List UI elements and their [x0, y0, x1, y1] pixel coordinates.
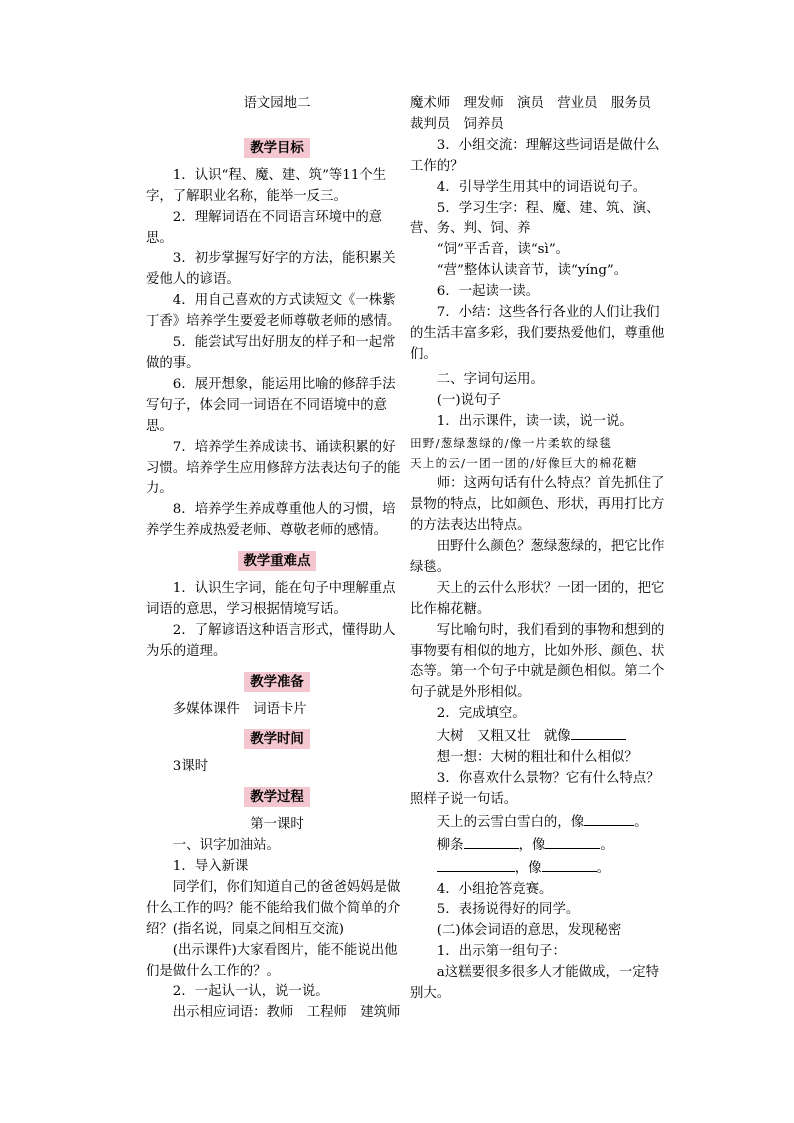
fill-text: ，像: [514, 860, 542, 876]
words-line: 魔术师 理发师 演员 营业员 服务员 裁判员 饲养员: [410, 96, 665, 132]
step-text: 1．出示课件，读一读，说一说。: [436, 413, 633, 429]
summary-text: 7．小结：这些各行各业的人们让我们的生活丰富多彩，我们要热爱他们，尊重他们。: [410, 305, 665, 362]
fill-blank-line: [410, 811, 672, 834]
step-text: 4．小组抢答竞赛。: [436, 881, 553, 897]
paragraph: 天上的云什么形状？一团一团的，把它比作棉花糖。: [410, 580, 665, 617]
goal-item: 7．培养学生养成读书、诵读积累的好习惯。培养学生应用修辞方法表达句子的能力。: [146, 439, 401, 497]
fill-blank: [437, 857, 515, 872]
heading-goals-label: 教学目标: [244, 138, 310, 158]
heading-goals: [146, 138, 408, 160]
example-sentence: 田野/葱绿葱绿的/像一片柔软的绿毯: [410, 435, 613, 450]
heading-process-label: 教学过程: [244, 787, 310, 807]
step-text: 5．学习生字：程、魔、建、筑、演、营、务、判、饲、养: [410, 200, 660, 237]
fill-text: 天上的云雪白雪白的，像: [436, 814, 585, 830]
goal-item: 6．展开想象，能运用比喻的修辞手法写句子，体会同一词语在不同语境中的意思。: [146, 376, 396, 434]
heading-preparation-label: 教学准备: [244, 672, 310, 692]
goal-item: 5．能尝试写出好朋友的样子和一起常做的事。: [146, 335, 396, 371]
heading-time-label: 教学时间: [244, 729, 310, 749]
step-text: 1．出示第一组句子：: [436, 944, 566, 960]
heading-preparation: [146, 672, 408, 694]
fill-blank: [571, 725, 626, 740]
heading-key-points-label: 教学重难点: [238, 551, 317, 571]
step-text: 6．一起读一读。: [436, 284, 540, 300]
goal-item: 1．认识“程、魔、建、筑”等11个生字，了解职业名称，能举一反三。: [146, 167, 387, 204]
page-title: 语文园地二: [243, 96, 311, 111]
fill-blank: [542, 857, 597, 872]
paragraph: 写比喻句时，我们看到的事物和想到的事物要有相似的地方，比如外形、颜色、状态等。第一个句子中就是颜色相似。第二个句子就是外形相似。: [410, 622, 665, 701]
heading-process: [146, 787, 408, 809]
step-text: 5．表扬说得好的同学。: [436, 902, 580, 918]
preparation-text: 多媒体课件 词语卡片: [172, 701, 307, 717]
fill-blank-line: [410, 725, 672, 748]
step-text: 3．小组交流：理解这些词语是做什么工作的？: [410, 137, 660, 174]
step-text: 1．导入新课: [172, 859, 249, 874]
pinyin-note: “营”整体认读音节，读“yíng”。: [436, 263, 628, 279]
paragraph: 想一想：大树的粗壮和什么相似？: [436, 750, 638, 766]
example-sentence: a这糕要很多很多人才能做成，一定特别大。: [410, 965, 660, 1002]
pinyin-note: “饲”平舌音，读“sì”。: [436, 242, 570, 258]
subsection-title: (二)体会词语的意思，发现秘密: [436, 923, 622, 939]
fill-text: 大树 又粗又壮 就像: [436, 729, 571, 745]
paragraph: 同学们，你们知道自己的爸爸妈妈是做什么工作的吗？能不能给我们做个简单的介绍？(指名说，同桌之间相互交流): [146, 879, 401, 937]
subsection-title: (一)说句子: [436, 392, 501, 408]
fill-blank: [545, 834, 600, 849]
goal-item: 4．用自己喜欢的方式读短文《一株紫丁香》培养学生要爱老师尊敬老师的感情。: [146, 293, 401, 330]
step-text: 4．引导学生用其中的词语说句子。: [436, 179, 647, 195]
paragraph: 田野什么颜色？葱绿葱绿的，把它比作绿毯。: [410, 539, 665, 575]
left-column: [146, 94, 408, 1024]
period: 。: [600, 837, 614, 853]
section-title: 一、识字加油站。: [172, 838, 280, 854]
period: 。: [634, 814, 648, 830]
goal-item: 8．培养学生养成尊重他人的习惯，培养学生养成热爱老师、尊敬老师的感情。: [146, 502, 396, 539]
words-line: 出示相应词语：教师 工程师 建筑师: [172, 1005, 401, 1021]
fill-text: 柳条: [436, 837, 464, 853]
section-title: 二、字词句运用。: [436, 371, 544, 387]
lesson-title: 第一课时: [250, 817, 304, 833]
key-point-item: 1．认识生字词，能在句子中理解重点词语的意思，学习根据情境写话。: [146, 581, 396, 617]
right-column: [410, 94, 672, 1005]
heading-key-points: [146, 551, 408, 573]
step-text: 3．你喜欢什么景物？它有什么特点？照样子说一句话。: [410, 771, 660, 807]
fill-blank-line: [410, 857, 672, 880]
fill-blank: [464, 834, 519, 849]
fill-blank-line: [410, 834, 672, 857]
paragraph: (出示课件)大家看图片，能不能说出他们是做什么工作的？。: [146, 942, 398, 979]
time-text: 3课时: [172, 759, 209, 775]
heading-time: [146, 729, 408, 751]
example-sentence: 天上的云/一团一团的/好像巨大的棉花糖: [410, 456, 638, 471]
goal-item: 2．理解词语在不同语言环境中的意思。: [146, 209, 383, 246]
fill-blank: [584, 811, 634, 826]
fill-text: ，像: [518, 837, 546, 853]
key-point-item: 2．了解谚语这种语言形式，懂得助人为乐的道理。: [146, 622, 396, 659]
step-text: 2．一起认一认，说一说。: [172, 984, 329, 1000]
step-text: 2．完成填空。: [436, 706, 526, 722]
paragraph: 师：这两句话有什么特点？首先抓住了景物的特点，比如颜色、形状，再用打比方的方法表达出特点。: [410, 476, 665, 534]
goal-item: 3．初步掌握写好字的方法，能积累关爱他人的谚语。: [146, 251, 396, 288]
period: 。: [596, 860, 610, 876]
